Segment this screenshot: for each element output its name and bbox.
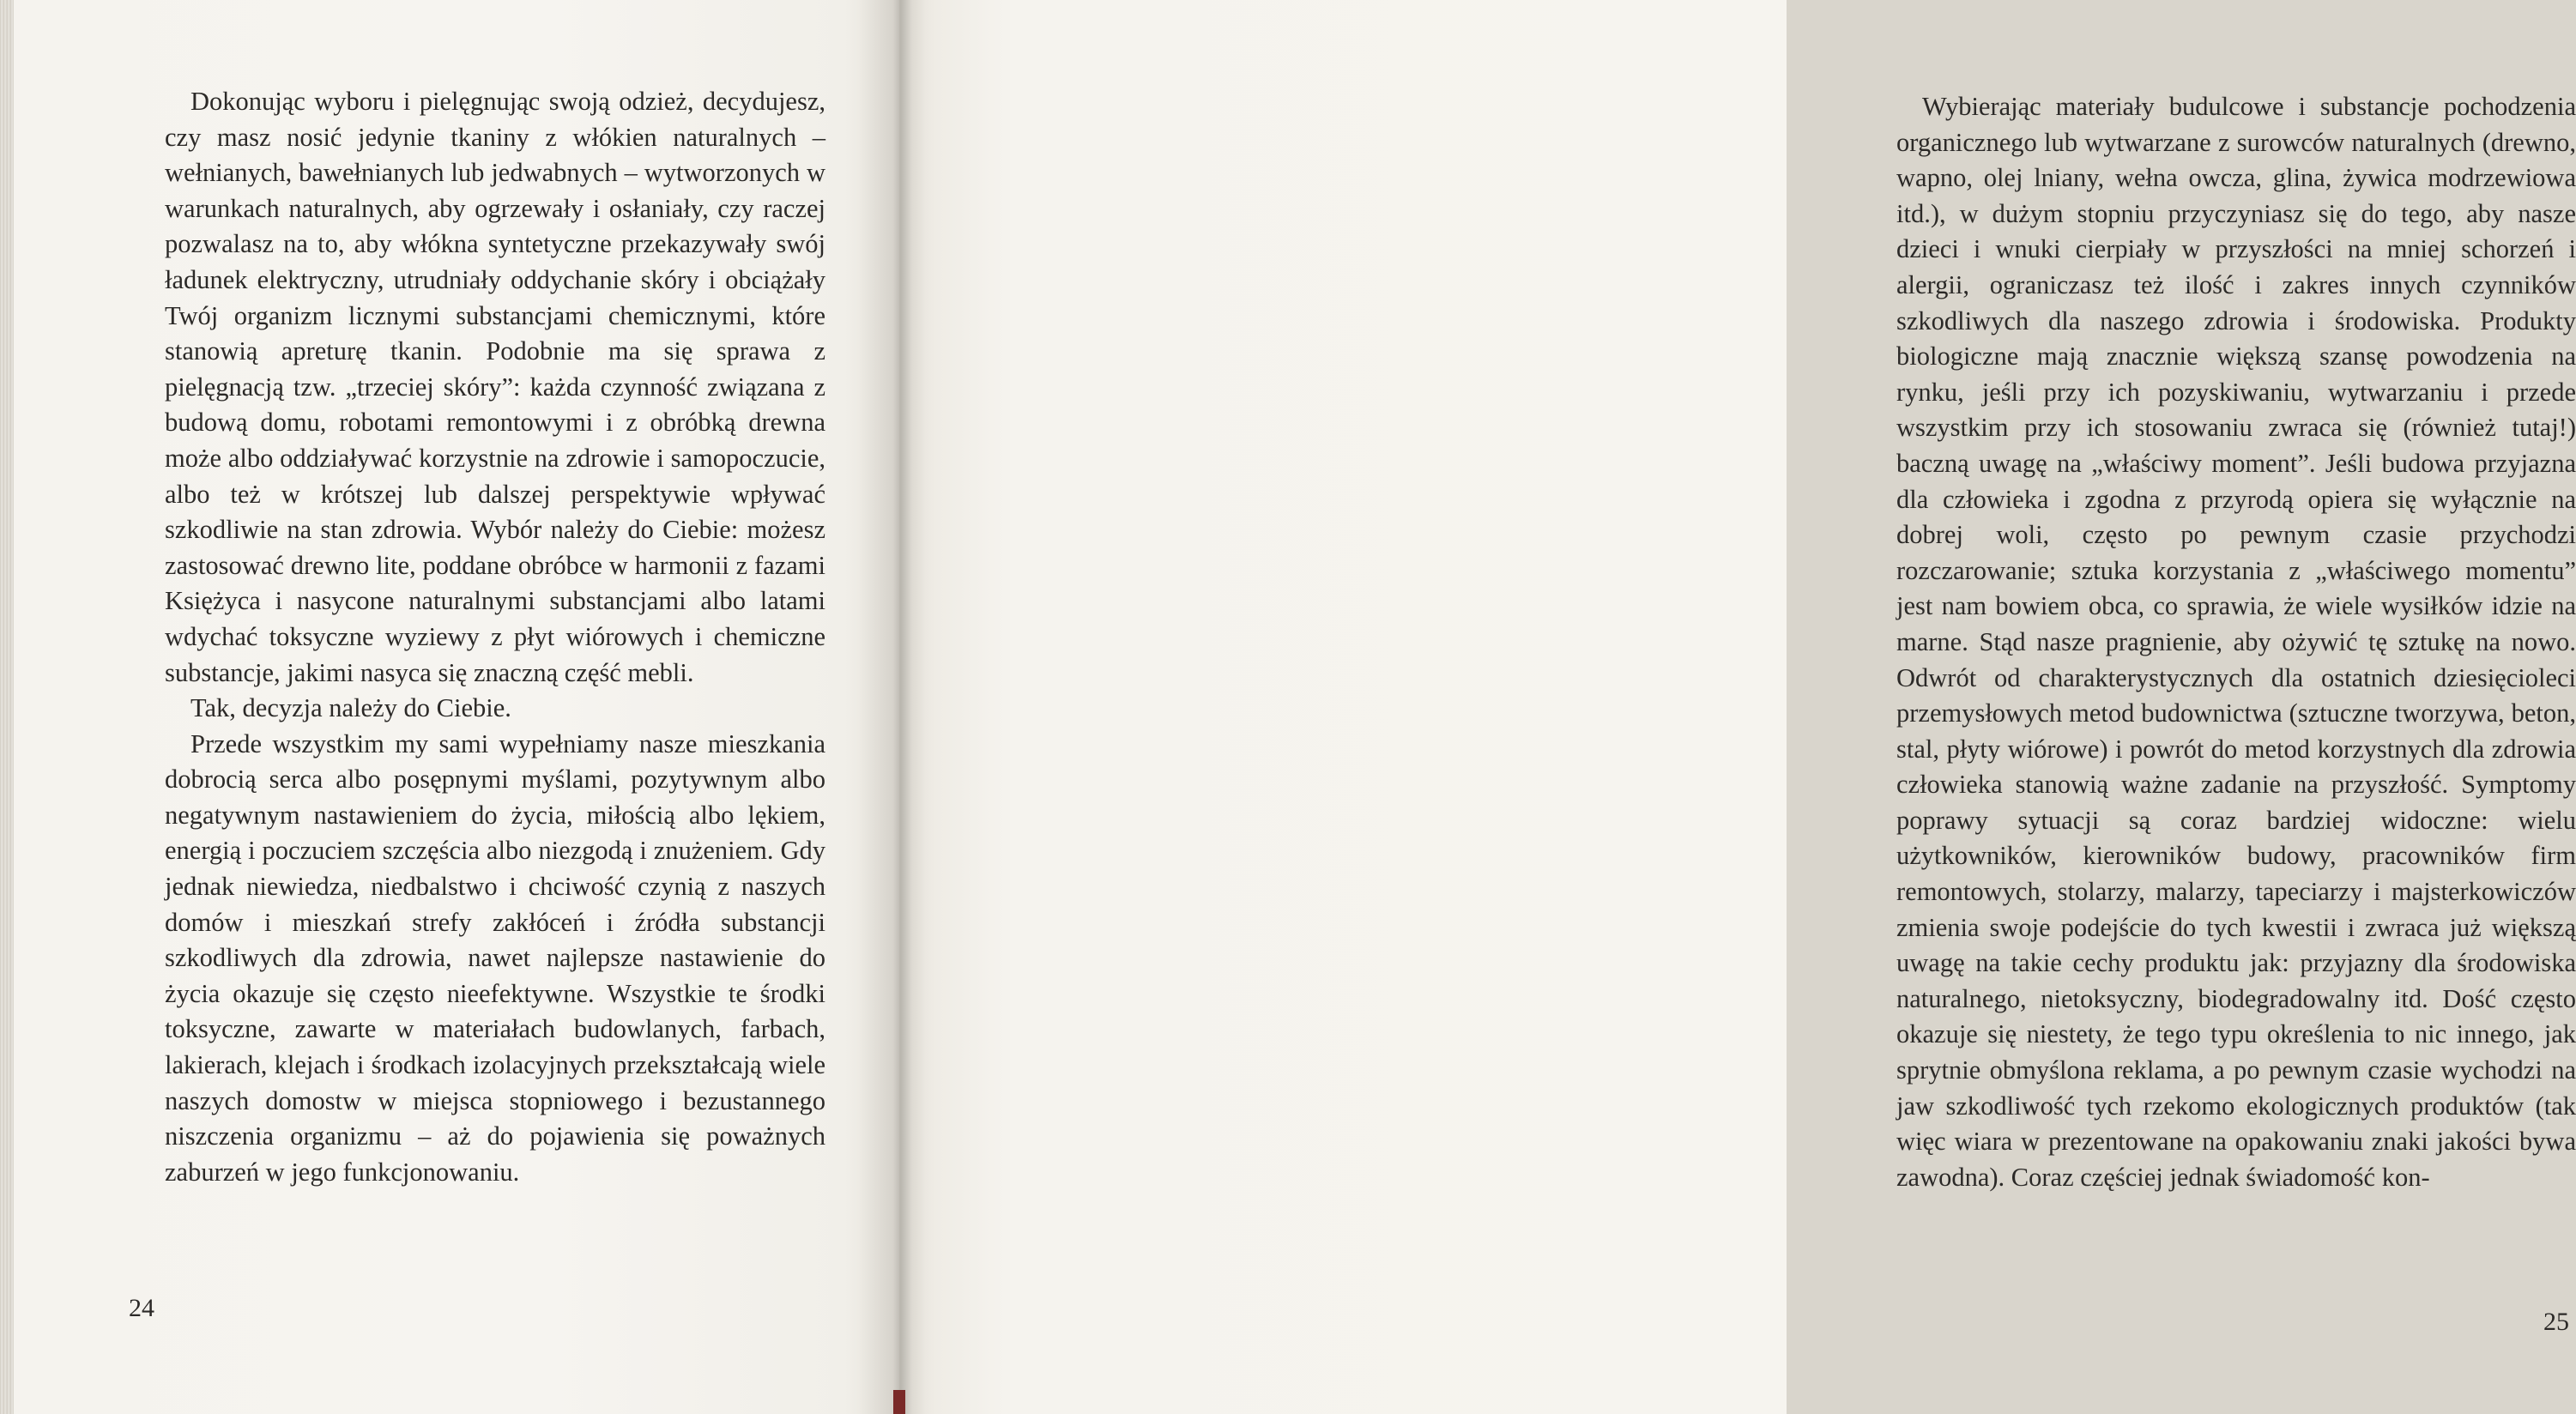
left-page (0, 0, 899, 1414)
page-number-right: 25 (2543, 1308, 2569, 1336)
paragraph: Przede wszystkim my sami wypełniamy nasze mieszkania dobrocią serca albo posępnymi myślami, pozytywnym albo negatywnym nastawieniem do życia, miłością albo lękiem, energią i poczuciem szczęścia albo niezgodą i znużeniem. Gdy jednak niewiedza, niedbalstwo i chciwość czynią z naszych domów i mieszkań strefy zakłóceń i źródła substancji szkodliwych dla zdrowia, nawet najlepsze nastawienie do życia okazuje się często nieefektywne. Wszystkie te środki toksyczne, zawarte w materiałach budowlanych, farbach, lakierach, klejach i środkach izolacyjnych przekształcają wiele naszych domostw w miejsca stopniowego i bezustannego niszczenia organizmu – aż do pojawienia się poważnych zaburzeń w jego funkcjonowaniu. (165, 728, 825, 1187)
paragraph: Wybierając materiały budulcowe i substancje pochodzenia organicznego lub wytwarzane z surowców naturalnych (drewno, wapno, olej lniany, wełna owcza, glina, żywica modrzewiowa itd.), w dużym stopniu przyczyniasz się do tego, aby nasze dzieci i wnuki cierpiały w przyszłości na mniej schorzeń i alergii, ograniczasz też ilość i zakres innych czynników szkodliwych dla naszego zdrowia i środowiska. Produkty biologiczne mają znacznie większą szansę powodzenia na rynku, jeśli przy ich pozyskiwaniu, wytwarzaniu i przede wszystkim przy ich stosowaniu zwraca się (również tutaj!) baczną uwagę na „właściwy moment”. Jeśli budowa przyjazna dla człowieka i zgodna z przyrodą opiera się wyłącznie na dobrej woli, często po pewnym czasie przychodzi rozczarowanie; sztuka korzystania z „właściwego momentu” jest nam bowiem obca, co sprawia, że wiele wysiłków idzie na marne. Stąd nasze pragnienie, aby ożywić tę sztukę na nowo. Odwrót od charakterystycznych dla ostatnich dziesięcioleci przemysłowych metod budownictwa (sztuczne tworzywa, beton, stal, płyty wiórowe) i powrót do metod korzystnych dla zdrowia człowieka stanowią ważne zadanie na przyszłość. Symptomy poprawy sytuacji są coraz bardziej widoczne: wielu użytkowników, kierowników budowy, pracowników firm remontowych, stolarzy, malarzy, tapeciarzy i majsterkowiczów zmienia swoje podejście do tych kwestii i zwraca już większą uwagę na takie cechy produktu jak: przyjazny dla środowiska naturalnego, nietoksyczny, biodegradowalny itd. Dość często okazuje się niestety, że tego typu określenia to nic innego, jak sprytnie obmyślona reklama, a po pewnym czasie wychodzi na jaw szkodliwość tych rzekomo ekologicznych produktów (tak więc wiara w prezentowane na opakowaniu znaki jakości bywa zawodna). Coraz częściej jednak świadomość kon- (1896, 92, 2576, 1192)
page-stack-edge (0, 0, 14, 1414)
paragraph: Tak, decyzja należy do Ciebie. (190, 693, 511, 723)
left-page-text (165, 84, 825, 1190)
right-page-text (1896, 89, 2576, 1195)
paragraph: Dokonując wyboru i pielęgnując swoją odzież, decydujesz, czy masz nosić jedynie tkaniny z włókien naturalnych – wełnianych, bawełnianych lub jedwabnych – wytworzonych w warunkach naturalnych, aby ogrzewały i osłaniały, czy raczej pozwalasz na to, aby włókna syntetyczne przekazywały swój ładunek elektryczny, utrudniały oddychanie skóry i obciążały Twój organizm licznymi substancjami chemicznymi, które stanowią apreturę tkanin. Podobnie ma się sprawa z pielęgnacją tzw. „trzeciej skóry”: każda czynność związana z budową domu, robotami remontowymi i z obróbką drewna może albo oddziaływać korzystnie na zdrowie i samopoczucie, albo też w krótszej lub dalszej perspektywie wpływać szkodliwie na stan zdrowia. Wybór należy do Ciebie: możesz zastosować drewno lite, poddane obróbce w harmonii z fazami Księżyca i nasycone naturalnymi substancjami albo latami wdychać toksyczne wyziewy z płyt wiórowych i chemiczne substancje, jakimi nasyca się znaczną część mebli. (165, 87, 825, 687)
book-spine (893, 1390, 905, 1414)
page-number-left: 24 (129, 1294, 154, 1322)
right-page (899, 0, 2576, 1414)
